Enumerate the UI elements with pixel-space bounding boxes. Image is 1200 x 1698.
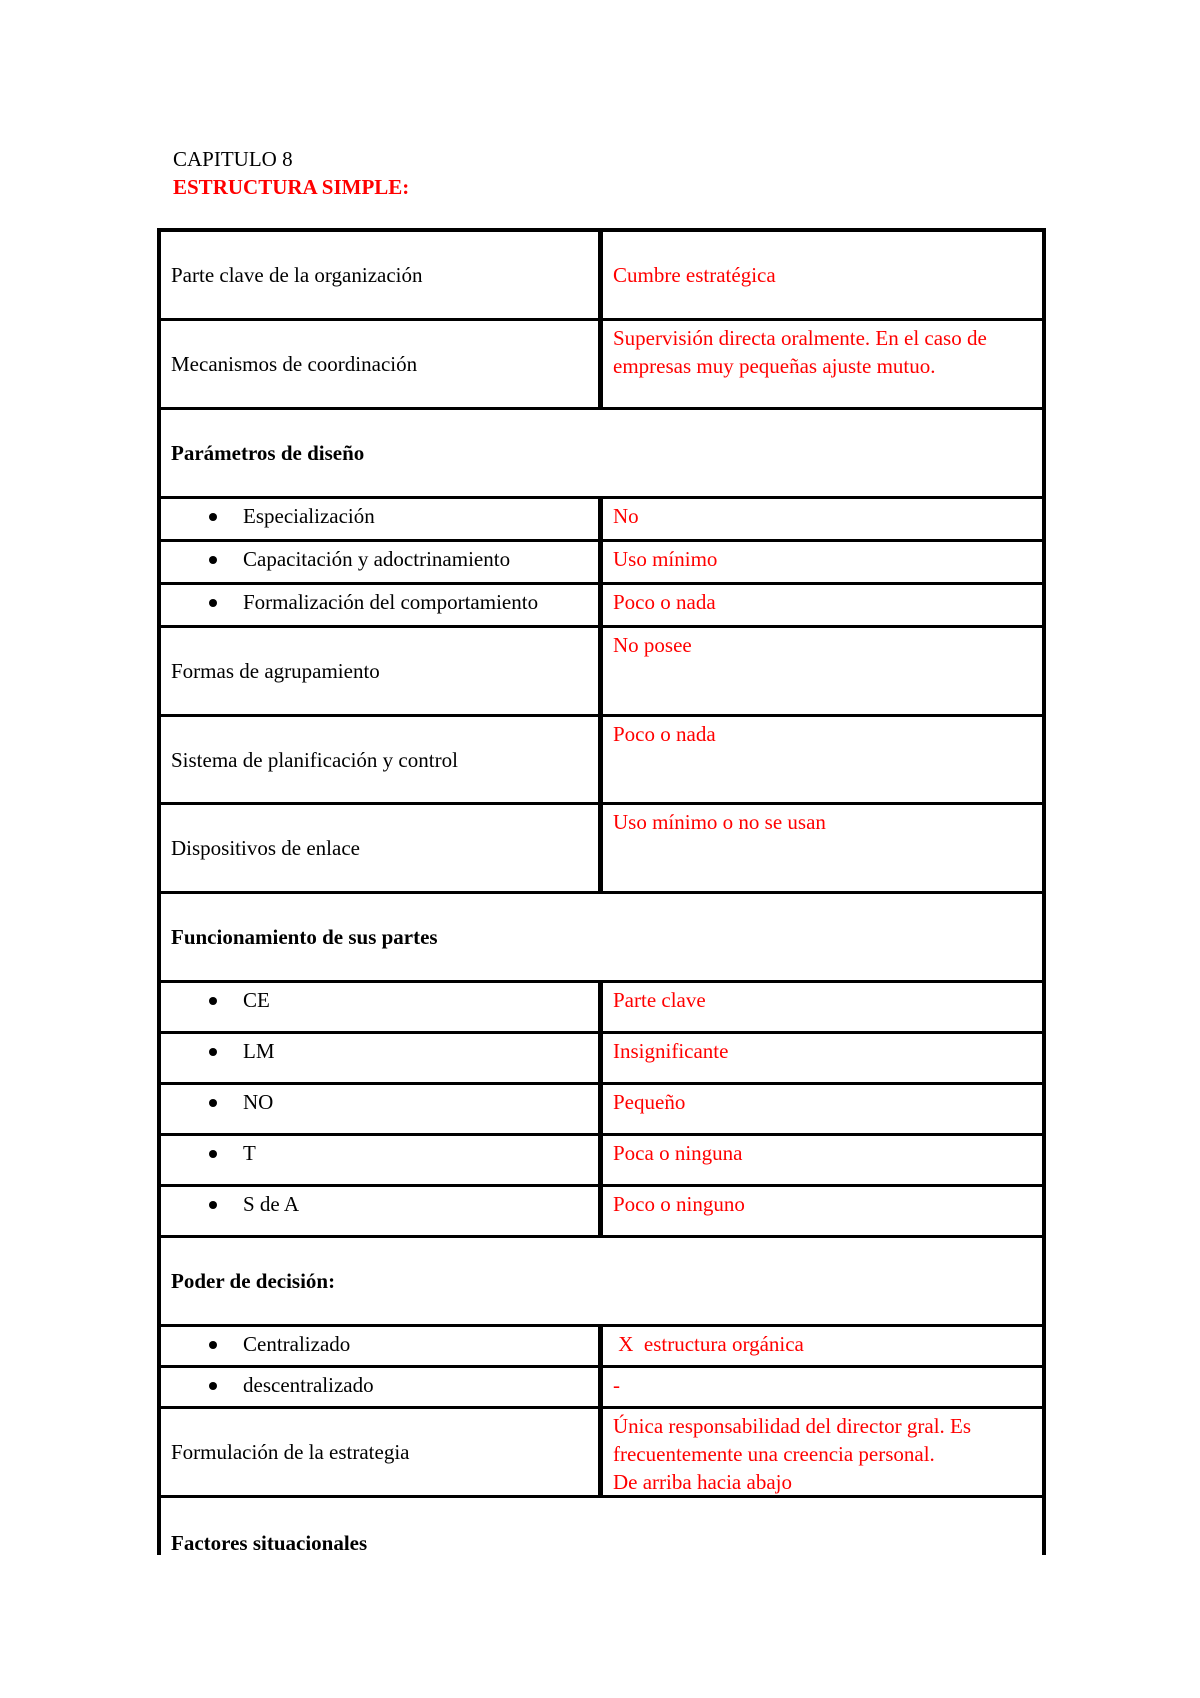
specialization-label: Especialización <box>243 504 375 528</box>
bullet-icon <box>209 599 217 607</box>
ce-value: Parte clave <box>603 983 1042 1031</box>
bullet-icon <box>209 1150 217 1158</box>
strategy-value-line: De arriba hacia abajo <box>613 1470 792 1494</box>
specialization-item <box>161 499 598 539</box>
centralized-item <box>161 1327 598 1365</box>
sda-label: S de A <box>243 1192 300 1216</box>
bullet-icon <box>209 1341 217 1349</box>
decentralized-label: descentralizado <box>243 1373 374 1397</box>
training-item <box>161 542 598 582</box>
bullet-icon <box>209 1099 217 1107</box>
coordination-value: Supervisión directa oralmente. En el caso de empresas muy pequeñas ajuste mutuo. <box>603 321 1042 407</box>
planning-value: Poco o nada <box>603 717 1042 802</box>
functioning-section: Funcionamiento de sus partes <box>161 894 1042 980</box>
ce-label: CE <box>243 988 270 1012</box>
lm-item <box>161 1034 598 1082</box>
coordination-label: Mecanismos de coordinación <box>161 321 598 407</box>
sda-value: Poco o ninguno <box>603 1187 1042 1235</box>
chapter-label: CAPITULO 8 <box>173 147 293 171</box>
no-label: NO <box>243 1090 274 1114</box>
bullet-icon <box>209 1382 217 1390</box>
grouping-label: Formas de agrupamiento <box>161 628 598 714</box>
liaison-value: Uso mínimo o no se usan <box>603 805 1042 891</box>
strategy-label: Formulación de la estrategia <box>161 1409 598 1495</box>
specialization-value: No <box>603 499 1042 539</box>
formalization-item <box>161 585 598 625</box>
no-item <box>161 1085 598 1133</box>
situational-factors-section: Factores situacionales <box>161 1498 1042 1558</box>
formalization-label: Formalización del comportamiento <box>243 590 539 614</box>
lm-label: LM <box>243 1039 275 1063</box>
key-part-label: Parte clave de la organización <box>161 232 598 318</box>
bullet-icon <box>209 513 217 521</box>
planning-label: Sistema de planificación y control <box>161 717 598 802</box>
structure-table <box>157 228 1046 1555</box>
t-value: Poca o ninguna <box>603 1136 1042 1184</box>
no-value: Pequeño <box>603 1085 1042 1133</box>
centralized-value: X estructura orgánica <box>603 1327 1042 1365</box>
liaison-label: Dispositivos de enlace <box>161 805 598 891</box>
training-label: Capacitación y adoctrinamiento <box>243 547 511 571</box>
strategy-value-line: Única responsabilidad del director gral. Es frecuentemente una creencia personal. <box>613 1414 972 1466</box>
strategy-value <box>603 1409 1042 1495</box>
centralized-label: Centralizado <box>243 1332 351 1356</box>
bullet-icon <box>209 556 217 564</box>
page-title: ESTRUCTURA SIMPLE: <box>173 175 410 199</box>
sda-item <box>161 1187 598 1235</box>
document-heading <box>173 145 409 201</box>
bullet-icon <box>209 1048 217 1056</box>
t-item <box>161 1136 598 1184</box>
t-label: T <box>243 1141 256 1165</box>
formalization-value: Poco o nada <box>603 585 1042 625</box>
ce-item <box>161 983 598 1031</box>
bullet-icon <box>209 1201 217 1209</box>
key-part-value: Cumbre estratégica <box>603 232 1042 318</box>
decision-power-section: Poder de decisión: <box>161 1238 1042 1324</box>
lm-value: Insignificante <box>603 1034 1042 1082</box>
bullet-icon <box>209 997 217 1005</box>
decentralized-item <box>161 1368 598 1406</box>
design-parameters-section: Parámetros de diseño <box>161 410 1042 496</box>
decentralized-value: - <box>603 1368 1042 1406</box>
training-value: Uso mínimo <box>603 542 1042 582</box>
grouping-value: No posee <box>603 628 1042 714</box>
